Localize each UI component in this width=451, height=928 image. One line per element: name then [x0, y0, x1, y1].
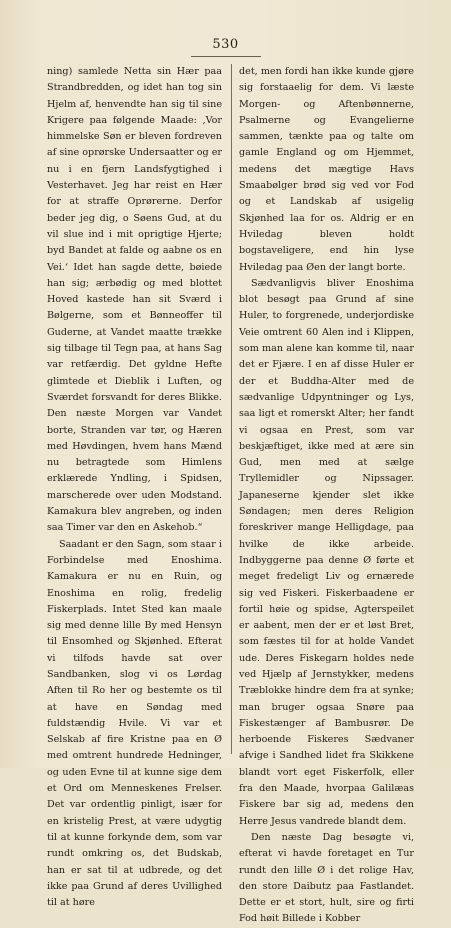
left-column: [47, 64, 222, 911]
column-divider: [231, 64, 232, 754]
paragraph: Saadant er den Sagn, som staar i Forbindelse med Enoshima. Kamakura er nu en Ruin, og Enoshima en rolig, fredelig Fiskerplads. Intet Sted kan maale sig med denne lille By med Hensyn til Ensomhed og Skjønhed. Efterat vi tilfods havde sat over Sandbanken, slog vi os Lørdag Aften til Ro her og bestemte os til at have en Søndag med fuldstændig Hvile. Vi var et Selskab af fire Kristne paa en Ø med omtrent hundrede Hedninger, og uden Evne til at kunne sige dem et Ord om Menneskenes Frelser. Det var ordentlig pinligt, især for en kristelig Prest, at være udygtig til at kunne forkynde dem, som var rundt omkring os, det Budskab, han er sat til at udbrede, og det ikke paa Grund af deres Uvillighed til at høre: [47, 538, 222, 909]
paragraph: det, men fordi han ikke kunde gjøre sig forstaaelig for dem. Vi læste Morgen- og Aftenbønnerne, Psalmerne og Evangelierne sammen, tænkte paa og talte om gamle England og om Hjemmet, medens det mægtige Havs Smaabølger brød sig ved vor Fod og et Landskab af usigelig Skjønhed laa for os. Aldrig er en Hviledag bleven holdt bogstaveligere, end hin lyse Hviledag paa Øen der langt borte.: [239, 66, 414, 273]
page-number: 530: [212, 37, 239, 52]
header-rule: [191, 56, 261, 57]
paragraph: Sædvanligvis bliver Enoshima blot besøgt paa Grund af sine Huler, to forgrenede, underjordiske Veie omtrent 60 Alen ind i Klippen, som man alene kan komme til, naar det er Fjære. I en af disse Huler er der et Buddha-Alter med de sædvanlige Udpyntninger og Lys, saa ligt et romerskt Alter; her fandt vi ogsaa en Prest, som var beskjæftiget, ikke med at ære sin Gud, men med at sælge Tryllemidler og Nipssager. Japaneserne kjender slet ikke Søndagen; men deres Religion foreskriver mange Helligdage, paa hvilke de ikke arbeide. Indbyggerne paa denne Ø førte et meget fredeligt Liv og ernærede sig ved Fiskeri. Fiskerbaadene er fortil høie og spidse, Agterspeilet er aabent, men der er et løst Bret, som fæstes til for at holde Vandet ude. Deres Fiskegarn holdes nede ved Hjælp af Jernstykker, medens Træblokke hindre dem fra at synke; man bruger ogsaa Snøre paa Fiskestænger af Bambusrør. De herboende Fiskeres Sædvaner afvige i Sandhed lidet fra Skikkene blandt vort eget Fiskerfolk, eller fra den Maade, hvorpaa Galilæas Fiskere bar sig ad, medens den Herre Jesus vandrede blandt dem.: [239, 277, 414, 827]
paragraph: ning) samlede Netta sin Hær paa Strandbredden, og idet han tog sin Hjelm af, henvendte han sig til sine Krigere paa følgende Maade: ‚Vor himmelske Søn er bleven fordreven af sine oprørske Undersaatter og er nu i en fjern Landsfygtighed i Vesterhavet. Jeg har reist en Hær for at straffe Oprørerne. Derfor beder jeg dig, o Søens Gud, at du vil slue ind i mit oprigtige Hjerte; byd Bandet at falde og aabne os en Vei.‘ Idet han sagde dette, bøiede han sig; ærbødig og med blottet Hoved kastede han sit Sværd i Bølgerne, som et Bønneoffer til Guderne, at Vandet maatte trække sig tilbage til Tegn paa, at hans Sag var retfærdig. Det gyldne Hefte glimtede et Dieblik i Luften, og Sværdet forsvandt for deres Blikke. Den næste Morgen var Vandet borte, Stranden var tør, og Hæren med Høvdingen, hvem hans Mænd nu betragtede som Himlens erklærede Yndling, i Spidsen, marscherede over uden Modstand. Kamakura blev angreben, og inden saa Timer var den en Askehob.“: [47, 66, 222, 534]
paragraph: Den næste Dag besøgte vi, efterat vi havde foretaget en Tur rundt den lille Ø i det rolige Hav, den store Daibutz paa Fastlandet. Dette er et stort, hult, sire og firti Fod høit Billede i Kobber: [239, 831, 414, 925]
right-column: [239, 64, 414, 928]
